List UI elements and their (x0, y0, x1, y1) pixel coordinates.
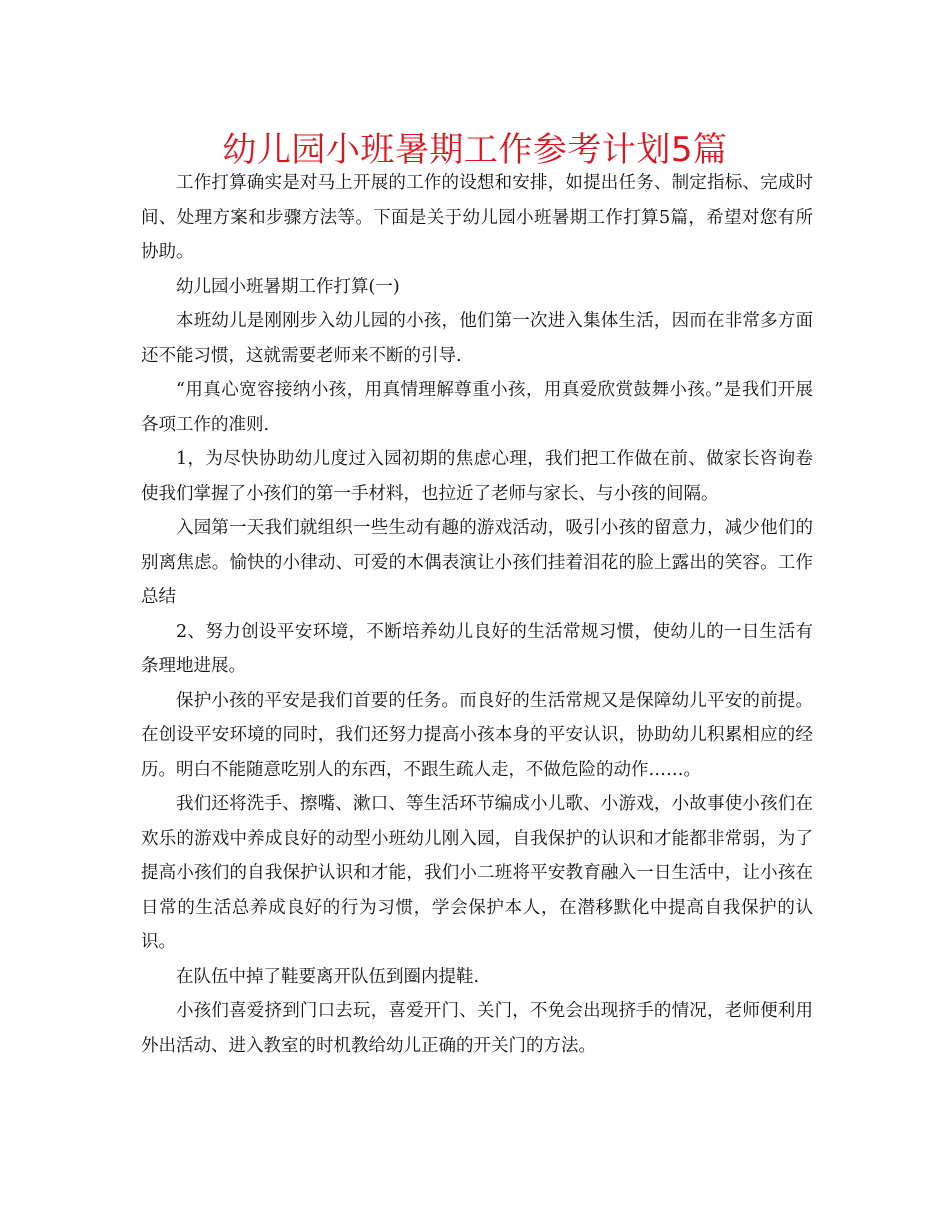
paragraph: 2、努力创设平安环境，不断培养幼儿良好的生活常规习惯，使幼儿的一日生活有条理地进展。 (141, 621, 813, 676)
paragraph: 在队伍中掉了鞋要离开队伍到圈内提鞋. (176, 966, 480, 987)
paragraph: “用真心宽容接纳小孩，用真情理解尊重小孩，用真爱欣赏鼓舞小孩。”是我们开展各项工作的准则. (141, 380, 813, 435)
paragraph: 1，为尽快协助幼儿度过入园初期的焦虑心理，我们把工作做在前、做家长咨询卷使我们掌握了小孩们的第一手材料，也拉近了老师与家长、与小孩的间隔。 (141, 449, 813, 504)
paragraph: 保护小孩的平安是我们首要的任务。而良好的生活常规又是保障幼儿平安的前提。在创设平安环境的同时，我们还努力提高小孩本身的平安认识，协助幼儿积累相应的经历。明白不能随意吃别人的东西，不跟生疏人走，不做危险的动作……。 (141, 690, 813, 780)
paragraph-intro: 工作打算确实是对马上开展的工作的设想和安排，如提出任务、制定指标、完成时间、处理方案和步骤方法等。下面是关于幼儿园小班暑期工作打算5篇，希望对您有所协助。 (141, 173, 813, 262)
paragraph: 本班幼儿是刚刚步入幼儿园的小孩，他们第一次进入集体生活，因而在非常多方面还不能习惯，这就需要老师来不断的引导. (141, 311, 813, 366)
paragraph: 小孩们喜爱挤到门口去玩，喜爱开门、关门，不免会出现挤手的情况，老师便利用外出活动、进入教室的时机教给幼儿正确的开关门的方法。 (141, 1001, 813, 1056)
document-body (141, 166, 813, 1063)
section-heading: 幼儿园小班暑期工作打算(一) (176, 276, 400, 297)
document-title: 幼儿园小班暑期工作参考计划5篇 (222, 130, 728, 170)
paragraph: 我们还将洗手、擦嘴、漱口、等生活环节编成小儿歌、小游戏，小故事使小孩们在欢乐的游戏中养成良好的动型小班幼儿刚入园，自我保护的认识和才能都非常弱，为了提高小孩们的自我保护认识和才能，我们小二班将平安教育融入一日生活中，让小孩在日常的生活总养成良好的行为习惯，学会保护本人，在潜移默化中提高自我保护的认识。 (141, 794, 813, 952)
paragraph: 入园第一天我们就组织一些生动有趣的游戏活动，吸引小孩的留意力，减少他们的别离焦虑。愉快的小律动、可爱的木偶表演让小孩们挂着泪花的脸上露出的笑容。工作总结 (141, 518, 813, 607)
